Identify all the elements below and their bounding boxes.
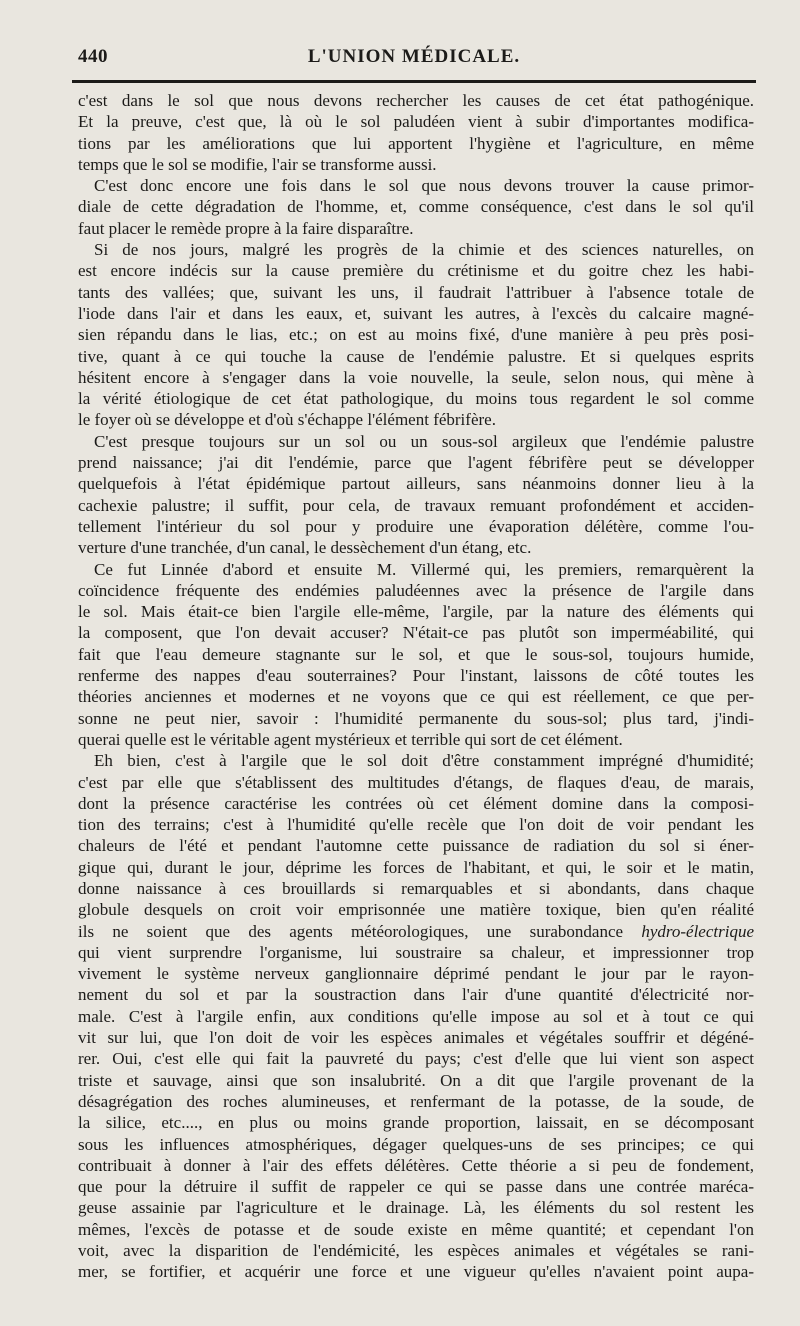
text-line: vivement le système nerveux ganglionnaire déprimé pendant le jour par le rayon- xyxy=(78,964,754,984)
text-line: prend naissance; j'ai dit l'endémie, parce que l'agent fébrifère peut se développer xyxy=(78,453,754,473)
text-line-roman: ils ne soient que des agents météorologiques, une surabondance xyxy=(78,921,642,941)
text-line: triste et sauvage, ainsi que son insalubrité. On a dit que l'argile provenant de la xyxy=(78,1070,754,1090)
text-line: c'est dans le sol que nous devons rechercher les causes de cet état pathogénique. xyxy=(78,91,754,110)
text-line: fait que l'eau demeure stagnante sur le sol, et que le sous-sol, toujours humide, xyxy=(78,644,754,664)
text-line: la silice, etc...., en plus ou moins grande proportion, laissait, en se décomposant xyxy=(78,1113,754,1133)
text-line: désagrégation des roches alumineuses, et renfermant de la potasse, de la soude, de xyxy=(78,1091,754,1111)
text-line: sien répandu dans le lias, etc.; on est au moins fixé, d'une manière à peu près posi- xyxy=(78,325,754,345)
text-line: globule desquels on croit voir emprisonnée une matière toxique, bien qu'en réalité xyxy=(78,900,754,920)
text-line: vit sur lui, que l'on doit de voir les espèces animales et végétales souffrir et dégéné- xyxy=(78,1028,754,1048)
text-line: renferme des nappes d'eau souterraines? Pour l'instant, laissons de côté toutes les xyxy=(78,666,754,686)
text-line: temps que le sol se modifie, l'air se transforme aussi. xyxy=(78,154,437,174)
text-line: verture d'une tranchée, d'un canal, le dessèchement d'un étang, etc. xyxy=(78,538,532,558)
text-line: tion des terrains; c'est à l'humidité qu'elle recèle que l'on doit de voir pendant les xyxy=(78,815,754,835)
text-line: donne naissance à ces brouillards si remarquables et si abondants, dans chaque xyxy=(78,878,754,898)
text-line: geuse assainie par l'agriculture et le drainage. Là, les éléments du sol restent les xyxy=(78,1198,754,1218)
text-line: le sol. Mais était-ce bien l'argile elle-même, l'argile, par la nature des éléments qui xyxy=(78,602,754,622)
text-line: le foyer où se développe et d'où s'échappe l'élément fébrifère. xyxy=(78,410,496,430)
body-text xyxy=(78,90,754,1283)
page-header xyxy=(78,46,750,76)
text-line: chaleurs de l'été et pendant l'automne cette puissance de radiation du sol si éner- xyxy=(78,836,754,856)
text-line: coïncidence fréquente des endémies paludéennes avec la présence de l'argile dans xyxy=(78,580,754,600)
text-line: tions par les améliorations que lui apportent l'hygiène et l'agriculture, en même xyxy=(78,133,754,153)
text-line-italic: hydro-électrique xyxy=(641,921,754,941)
text-line: diale de cette dégradation de l'homme, et, comme conséquence, c'est dans le sol qu'il xyxy=(78,197,754,217)
page-number: 440 xyxy=(78,46,108,67)
text-line: mêmes, l'excès de potasse et de soude existe en même quantité; et cependant l'on xyxy=(78,1219,754,1239)
text-line: rer. Oui, c'est elle qui fait la pauvreté du pays; c'est d'elle que lui vient son aspect xyxy=(78,1049,754,1069)
text-line: mer, se fortifier, et acquérir une force et une vigueur qu'elles n'avaient point aupa- xyxy=(78,1262,754,1282)
text-line: théories anciennes et modernes et ne voyons que ce qui est réellement, ce que per- xyxy=(78,687,754,707)
text-line: dont la présence caractérise les contrées où cet élément domine dans la composi- xyxy=(78,793,754,813)
text-line: Et la preuve, c'est que, là où le sol paludéen vient à subir d'importantes modifica- xyxy=(78,112,754,132)
text-line: gique qui, durant le jour, déprime les forces de l'habitant, et qui, le soir et le matin, xyxy=(78,857,754,877)
text-line: Eh bien, c'est à l'argile que le sol doit d'être constamment imprégné d'humidité; xyxy=(94,751,754,771)
text-line: C'est presque toujours sur un sol ou un sous-sol argileux que l'endémie palustre xyxy=(94,431,754,451)
text-line: faut placer le remède propre à la faire disparaître. xyxy=(78,218,414,238)
text-line: hésitent encore à s'engager dans la voie nouvelle, la seule, selon nous, qui mène à xyxy=(78,367,754,387)
text-line: male. C'est à l'argile enfin, aux conditions qu'elle impose au sol et à tout ce qui xyxy=(78,1006,754,1026)
text-line: Ce fut Linnée d'abord et ensuite M. Villermé qui, les premiers, remarquèrent la xyxy=(94,559,754,579)
text-line: tants des vallées; que, suivant les uns, il faudrait l'attribuer à l'absence totale de xyxy=(78,282,754,302)
text-line: cachexie palustre; il suffit, pour cela, de travaux remuant profondément et acciden- xyxy=(78,495,754,515)
text-line xyxy=(78,921,754,942)
text-line: voit, avec la disparition de l'endémicité, les espèces animales et végétales se rani- xyxy=(78,1241,754,1261)
header-rule xyxy=(72,80,756,83)
text-line: tellement l'intérieur du sol pour y produire une évaporation délétère, comme l'ou- xyxy=(78,516,754,536)
text-line: sonne ne peut nier, savoir : l'humidité permanente du sous-sol; plus tard, j'indi- xyxy=(78,708,754,728)
text-line: la composent, que l'on devait accuser? N'était-ce pas plutôt son imperméabilité, qui xyxy=(78,623,754,643)
text-line: que pour la détruire il suffit de rappeler ce qui se passe dans une contrée maréca- xyxy=(78,1177,754,1197)
text-line: nement du sol et par la soustraction dans l'air d'une quantité d'électricité nor- xyxy=(78,985,754,1005)
text-line: l'iode dans l'air et dans les eaux, et, suivant les autres, à l'excès du calcaire magné- xyxy=(78,303,754,323)
text-line: la vérité étiologique de cet état pathologique, du moins tous regardent le sol comme xyxy=(78,389,754,409)
text-line: quelquefois à l'état épidémique partout ailleurs, sans néanmoins donner lieu à la xyxy=(78,474,754,494)
text-line: C'est donc encore une fois dans le sol que nous devons trouver la cause primor- xyxy=(94,176,754,196)
text-line: qui vient surprendre l'organisme, lui soustraire sa chaleur, et impressionner trop xyxy=(78,942,754,962)
text-line: tive, quant à ce qui touche la cause de l'endémie palustre. Et si quelques esprits xyxy=(78,346,754,366)
text-line: Si de nos jours, malgré les progrès de la chimie et des sciences naturelles, on xyxy=(94,240,754,260)
text-line: c'est par elle que s'établissent des multitudes d'étangs, de flaques d'eau, de marais, xyxy=(78,772,754,792)
text-line: est encore indécis sur la cause première du crétinisme et du goitre chez les habi- xyxy=(78,261,754,281)
text-line: sous les influences atmosphériques, dégager quelques-uns de ses principes; ce qui xyxy=(78,1134,754,1154)
text-line: querai quelle est le véritable agent mystérieux et terrible qui sort de cet élément. xyxy=(78,729,623,749)
running-head: L'UNION MÉDICALE. xyxy=(307,46,521,67)
text-line: contribuait à donner à l'air des effets délétères. Cette théorie a si peu de fondement, xyxy=(78,1155,754,1175)
